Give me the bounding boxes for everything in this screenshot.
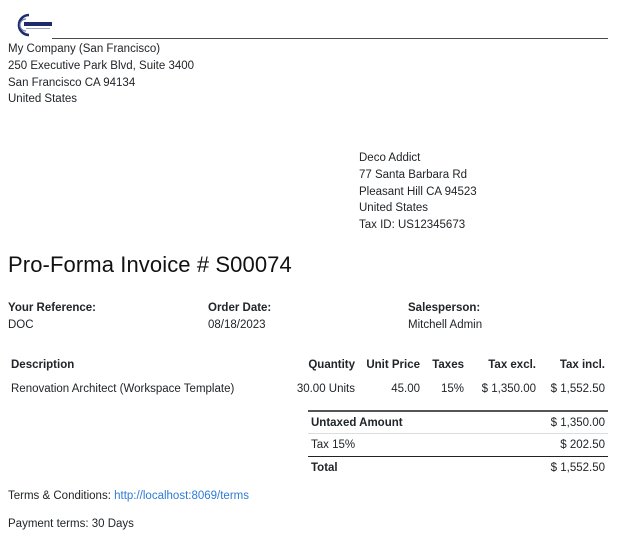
col-unit-price: Unit Price — [366, 358, 420, 371]
company-logo — [17, 13, 53, 37]
tax-label: Tax 15% — [311, 438, 356, 451]
header-divider — [52, 38, 608, 39]
info-reference-label: Your Reference: — [8, 302, 96, 314]
totals-table — [308, 410, 608, 479]
company-country: United States — [8, 93, 78, 106]
info-order-date — [208, 300, 271, 334]
company-name: My Company (San Francisco) — [8, 43, 161, 55]
info-order-date-value: 08/18/2023 — [208, 319, 266, 331]
info-order-date-label: Order Date: — [208, 302, 272, 314]
untaxed-value: $ 1,350.00 — [493, 411, 608, 434]
total-value: $ 1,552.50 — [493, 456, 608, 479]
total-label: Total — [308, 456, 493, 479]
info-salesperson-value: Mitchell Admin — [408, 319, 483, 331]
customer-address — [359, 150, 477, 234]
customer-country: United States — [359, 202, 429, 215]
col-quantity: Quantity — [308, 358, 355, 371]
order-lines-table — [8, 356, 608, 401]
table-row — [8, 377, 608, 401]
info-reference — [8, 300, 96, 334]
tax-value: $ 202.50 — [560, 438, 605, 451]
line-unit-price: 45.00 — [391, 383, 420, 395]
line-description: Renovation Architect (Workspace Template) — [11, 383, 235, 395]
info-salesperson-label: Salesperson: — [408, 302, 481, 314]
customer-street: 77 Santa Barbara Rd — [359, 168, 468, 181]
company-address — [8, 41, 194, 108]
untaxed-label: Untaxed Amount — [308, 411, 493, 434]
line-tax-incl: $ 1,552.50 — [550, 383, 605, 395]
info-reference-value: DOC — [8, 319, 34, 331]
col-tax-incl: Tax incl. — [559, 358, 605, 371]
customer-tax-id: Tax ID: US12345673 — [359, 219, 466, 232]
info-salesperson — [408, 300, 482, 334]
company-street: 250 Executive Park Blvd, Suite 3400 — [8, 59, 195, 72]
tax-row — [308, 434, 608, 457]
company-city: San Francisco CA 94134 — [8, 76, 136, 89]
line-tax-excl: $ 1,350.00 — [481, 383, 536, 395]
terms-label: Terms & Conditions: — [8, 490, 115, 502]
terms-link[interactable]: http://localhost:8069/terms — [114, 490, 249, 502]
untaxed-row — [308, 411, 608, 434]
col-taxes: Taxes — [432, 358, 464, 371]
col-tax-excl: Tax excl. — [488, 358, 536, 371]
col-description: Description — [11, 358, 75, 371]
document-title: Pro-Forma Invoice # S00074 — [8, 252, 292, 277]
total-row — [308, 456, 608, 479]
terms-and-conditions — [8, 490, 249, 502]
line-quantity: 30.00 Units — [296, 383, 355, 395]
payment-terms: Payment terms: 30 Days — [8, 518, 134, 530]
customer-name: Deco Addict — [359, 152, 421, 164]
company-logo-icon — [17, 13, 53, 37]
line-taxes: 15% — [440, 383, 464, 395]
table-header-row — [8, 356, 608, 377]
customer-city: Pleasant Hill CA 94523 — [359, 185, 477, 198]
